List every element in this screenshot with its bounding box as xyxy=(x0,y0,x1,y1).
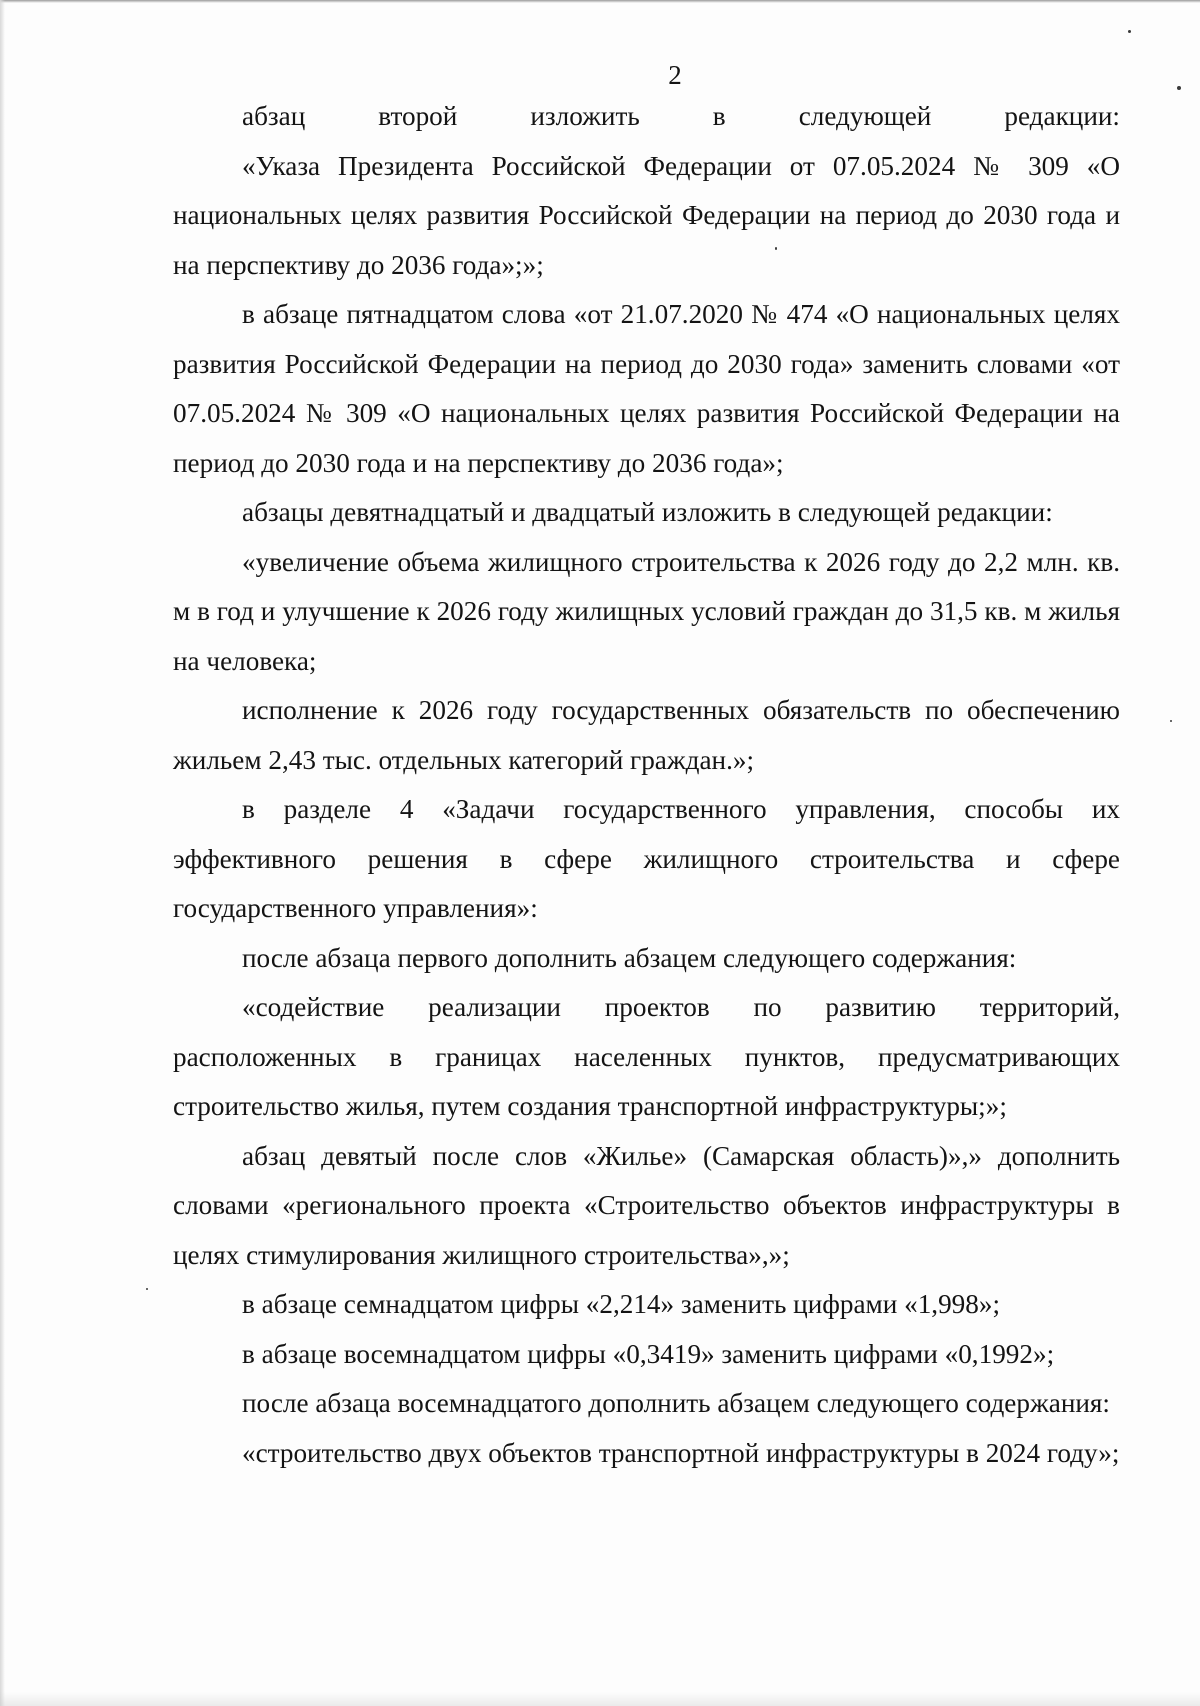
scan-speck xyxy=(146,1288,148,1290)
paragraph: исполнение к 2026 году государственных обязательств по обеспечению жильем 2,43 тыс. отдельных категорий граждан.»; xyxy=(173,695,1120,775)
paragraph: в абзаце семнадцатом цифры «2,214» заменить цифрами «1,998»; xyxy=(242,1289,1001,1319)
scan-bottom-edge xyxy=(0,1692,1200,1706)
document-body xyxy=(173,92,1120,1478)
scan-speck xyxy=(1170,720,1172,722)
scan-speck xyxy=(1128,30,1131,33)
paragraph: в разделе 4 «Задачи государственного управления, способы их эффективного решения в сфере жилищного строительства и сфере государственного управления»: xyxy=(173,794,1120,923)
paragraph: после абзаца восемнадцатого дополнить абзацем следующего содержания: xyxy=(242,1388,1110,1418)
paragraph: абзац девятый после слов «Жилье» (Самарская область)»,» дополнить словами «регионального проекта «Строительство объектов инфраструктуры в целях стимулирования жилищного строительства»,»; xyxy=(173,1140,1120,1270)
paragraph: абзац второй изложить в следующей редакции: xyxy=(242,101,1120,131)
paragraph: «Указа Президента Российской Федерации от 07.05.2024 № 309 «О национальных целях развития Российской Федерации на период до 2030 года и на перспективу до 2036 года»;»; xyxy=(173,150,1120,280)
paragraph: «содействие реализации проектов по развитию территорий, расположенных в границах населенных пунктов, предусматривающих строительство жилья, путем создания транспортной инфраструктуры;»; xyxy=(173,992,1120,1121)
paragraph: абзацы девятнадцатый и двадцатый изложить в следующей редакции: xyxy=(242,497,1053,527)
paragraph: в абзаце пятнадцатом слова «от 21.07.2020 № 474 «О национальных целях развития Российской Федерации на период до 2030 года» заменить словами «от 07.05.2024 № 309 «О национальных целях развития Российской Федерации на период до 2030 года и на перспективу до 2036 года»; xyxy=(173,299,1120,478)
scan-top-edge xyxy=(0,0,1200,3)
scan-left-edge xyxy=(0,0,5,1706)
page-number: 2 xyxy=(668,60,682,90)
paragraph: «строительство двух объектов транспортной инфраструктуры в 2024 году»; xyxy=(242,1437,1120,1468)
paragraph: после абзаца первого дополнить абзацем следующего содержания: xyxy=(242,942,1017,973)
paragraph: «увеличение объема жилищного строительства к 2026 году до 2,2 млн. кв. м в год и улучшение к 2026 году жилищных условий граждан до 31,5 кв. м жилья на человека; xyxy=(173,546,1120,676)
paragraph: в абзаце восемнадцатом цифры «0,3419» заменить цифрами «0,1992»; xyxy=(242,1338,1055,1369)
